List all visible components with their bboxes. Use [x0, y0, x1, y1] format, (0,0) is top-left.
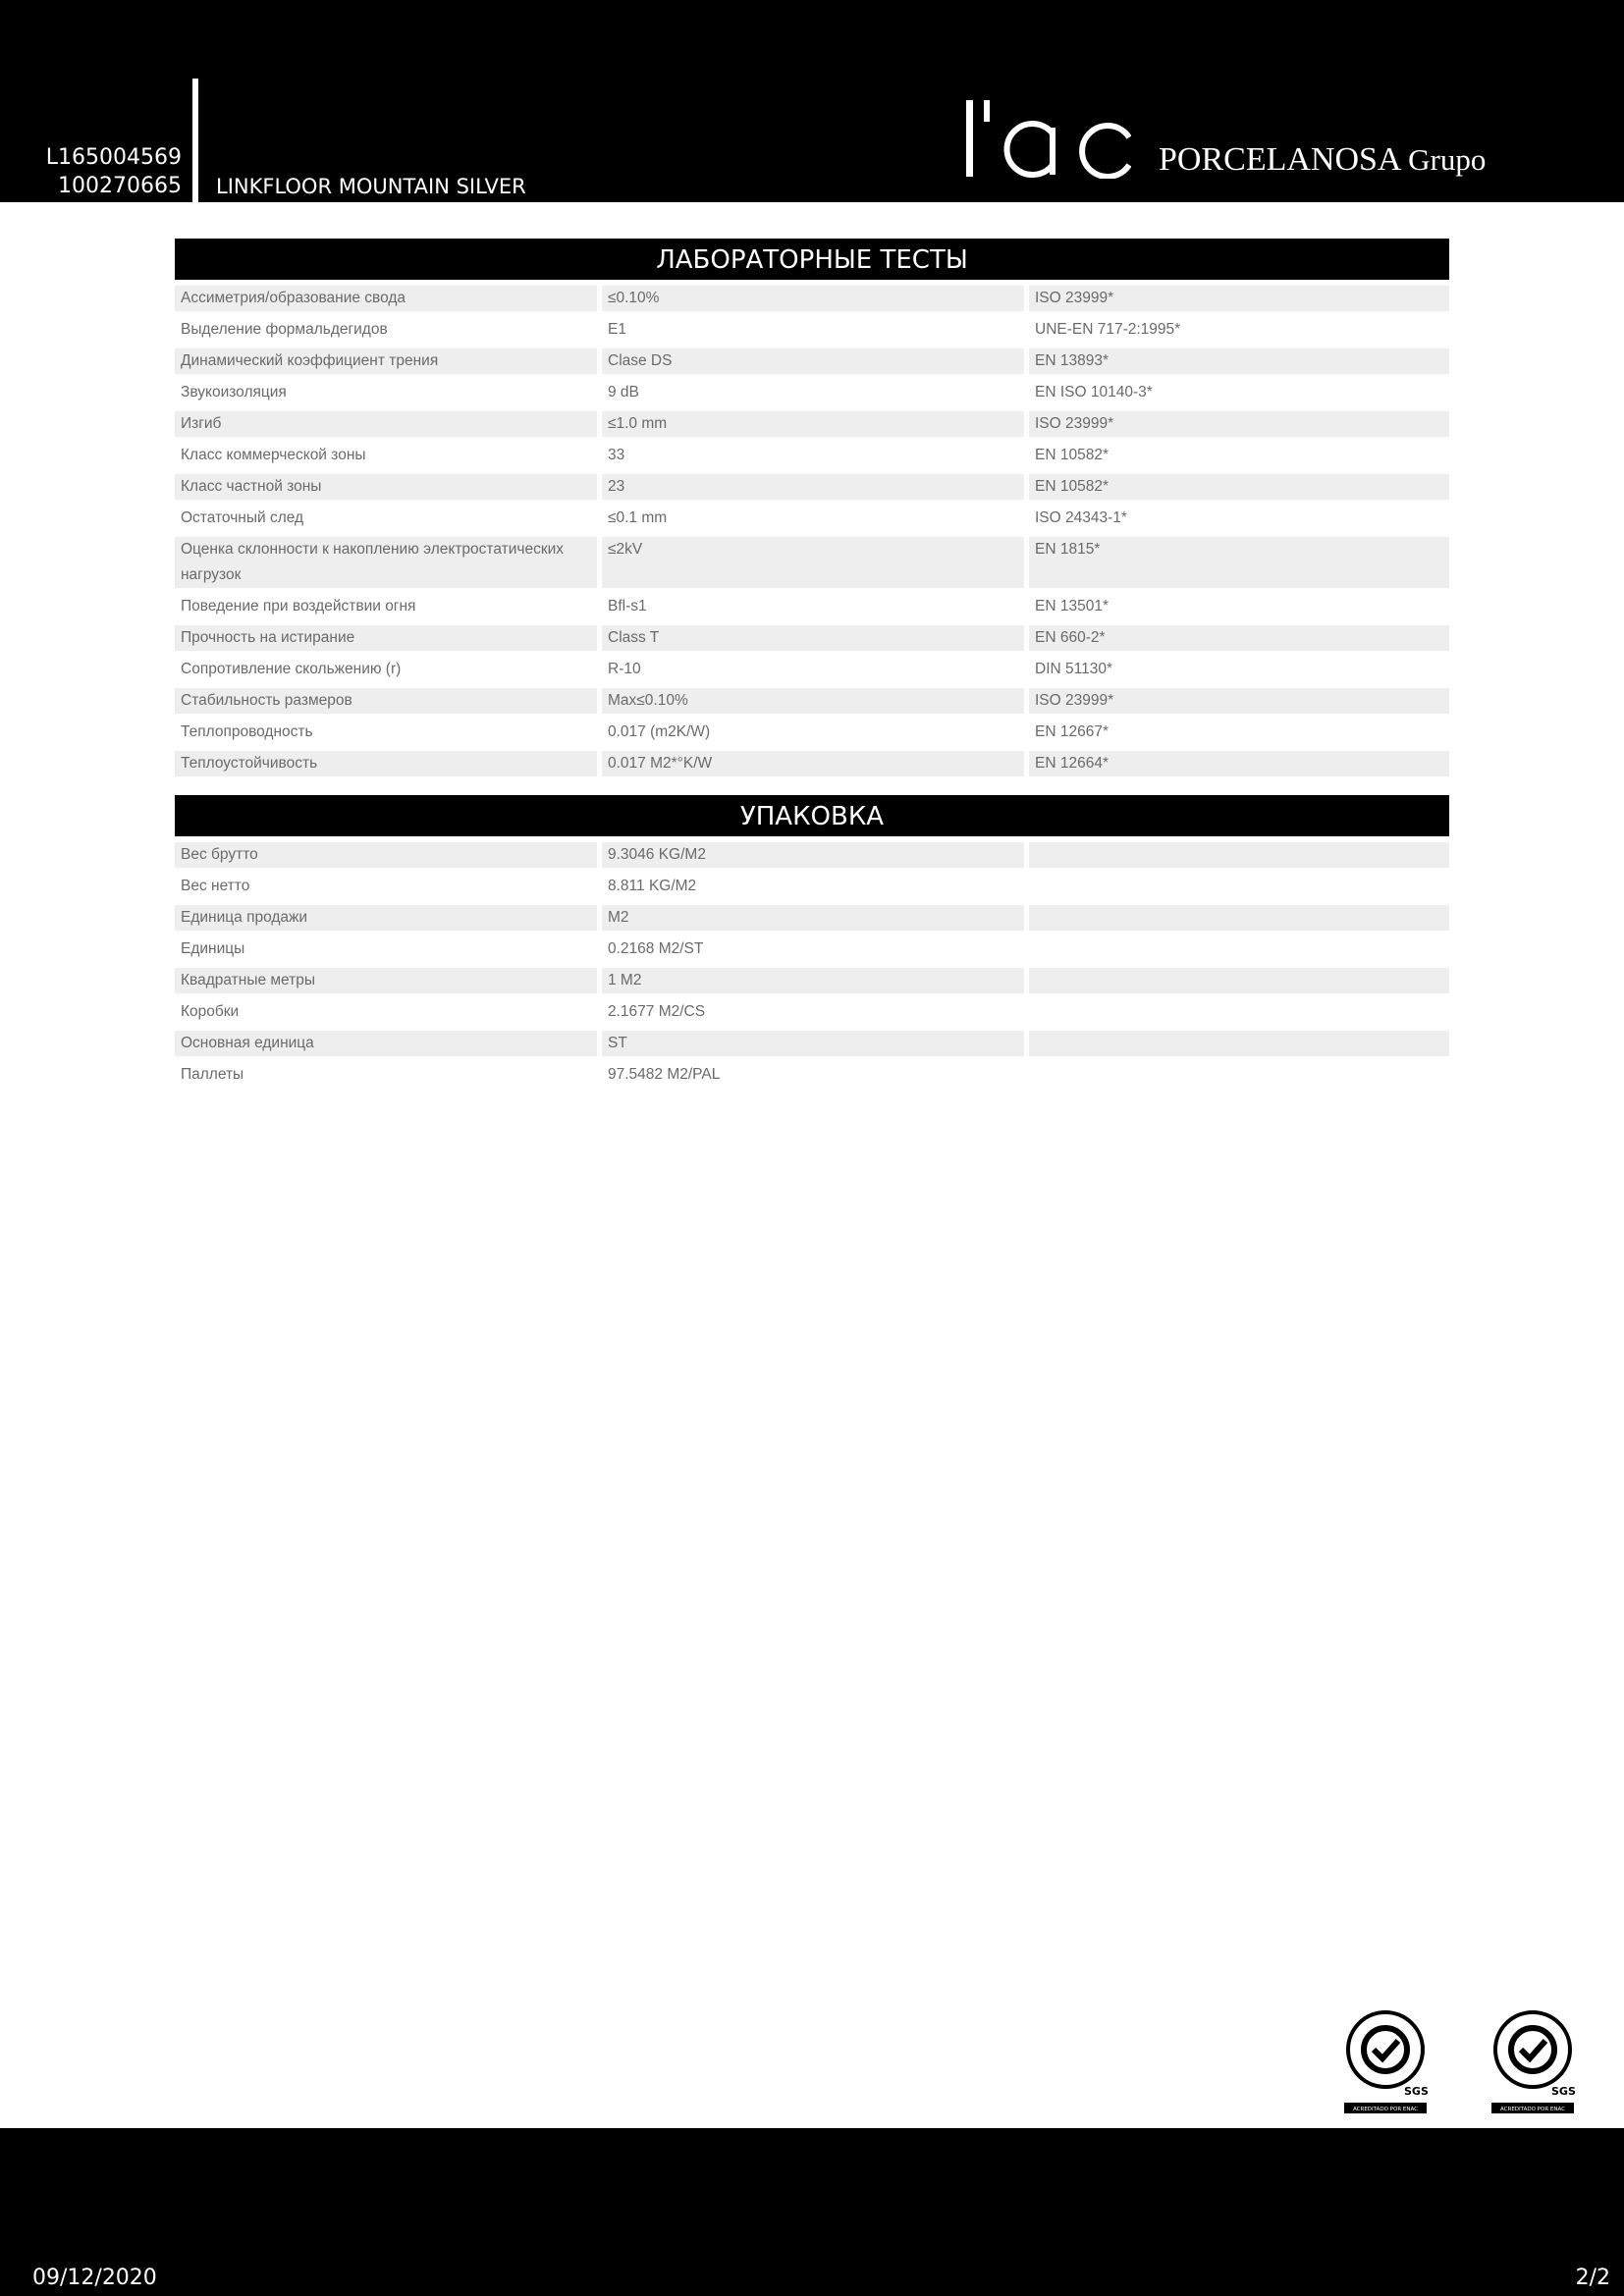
property-name: Теплоустойчивость — [175, 751, 597, 776]
lab-test-row — [175, 380, 1449, 405]
lab-test-row — [175, 751, 1449, 776]
packaging-row — [175, 1031, 1449, 1056]
lab-test-row — [175, 537, 1449, 588]
property-name: Динамический коэффициент трения — [175, 348, 597, 374]
property-standard: EN 10582* — [1029, 474, 1449, 500]
property-value: E1 — [608, 321, 626, 338]
property-value: Bfl-s1 — [608, 598, 647, 614]
property-name: Сопротивление скольжению (r) — [181, 661, 402, 677]
property-name: Класс частной зоны — [175, 474, 597, 500]
lab-test-row — [175, 348, 1449, 374]
property-standard: UNE-EN 717-2:1995* — [1035, 321, 1181, 338]
lab-test-row — [175, 317, 1449, 343]
property-name: Стабильность размеров — [175, 688, 597, 714]
property-value: ≤1.0 mm — [602, 411, 1024, 437]
svg-text:SGS: SGS — [1404, 2085, 1429, 2098]
property-name: Звукоизоляция — [181, 384, 287, 400]
property-name: Выделение формальдегидов — [181, 321, 388, 338]
brand-name — [1159, 141, 1486, 179]
lab-test-row — [175, 506, 1449, 531]
page-footer — [0, 2128, 1624, 2296]
property-value: 1 M2 — [602, 968, 1024, 993]
property-standard: EN 1815* — [1029, 537, 1449, 588]
property-value: 9.3046 KG/M2 — [602, 842, 1024, 868]
property-name: Коробки — [181, 1003, 240, 1020]
lab-test-row — [175, 657, 1449, 682]
lac-logo-icon — [964, 90, 1131, 179]
property-name: Ассиметрия/образование свода — [175, 286, 597, 311]
property-name: Прочность на истирание — [175, 625, 597, 651]
property-value: Class T — [602, 625, 1024, 651]
lab-test-row — [175, 411, 1449, 437]
lab-tests-table — [175, 286, 1449, 782]
property-value: 0.2168 M2/ST — [608, 940, 704, 957]
packaging-row — [175, 842, 1449, 868]
sgs-iso-9001-certification-icon — [1489, 2008, 1577, 2114]
property-name: Поведение при воздействии огня — [181, 598, 416, 614]
property-standard: EN ISO 10140-3* — [1035, 384, 1153, 400]
property-standard — [1029, 1062, 1449, 1088]
property-value: 23 — [602, 474, 1024, 500]
property-name: Вес брутто — [175, 842, 597, 868]
property-standard — [1029, 1031, 1449, 1056]
property-value: M2 — [602, 905, 1024, 931]
product-codes — [46, 143, 182, 200]
property-value: ≤0.1 mm — [608, 509, 668, 526]
property-value: ≤2kV — [602, 537, 1024, 588]
property-value: ≤0.10% — [602, 286, 1024, 311]
property-standard: EN 13501* — [1035, 598, 1109, 614]
packaging-title: УПАКОВКА — [175, 795, 1449, 836]
property-standard — [1029, 905, 1449, 931]
property-name: Единицы — [181, 940, 245, 957]
property-value: 2.1677 M2/CS — [608, 1003, 706, 1020]
page-number: 2/2 — [1575, 2266, 1610, 2290]
property-value: 9 dB — [608, 384, 639, 400]
property-standard — [1029, 999, 1449, 1025]
property-standard — [1029, 874, 1449, 899]
svg-text:ACREDITADO POR ENAC: ACREDITADO POR ENAC — [1353, 2107, 1418, 2112]
property-standard: ISO 24343-1* — [1035, 509, 1127, 526]
property-name: Остаточный след — [181, 509, 304, 526]
lab-tests-title: ЛАБОРАТОРНЫЕ ТЕСТЫ — [175, 239, 1449, 280]
packaging-table — [175, 842, 1449, 1094]
lab-test-row — [175, 625, 1449, 651]
lab-test-row — [175, 688, 1449, 714]
product-code-primary: L165004569 — [45, 145, 182, 170]
property-standard: EN 13893* — [1029, 348, 1449, 374]
lab-test-row — [175, 720, 1449, 745]
property-name: Вес нетто — [181, 878, 250, 894]
property-standard: DIN 51130* — [1035, 661, 1112, 677]
property-standard: EN 12664* — [1029, 751, 1449, 776]
property-standard: EN 10582* — [1035, 447, 1109, 463]
property-value: R-10 — [608, 661, 641, 677]
lab-test-row — [175, 286, 1449, 311]
sgs-iso-14001-certification-icon — [1341, 2008, 1430, 2114]
property-name: Основная единица — [175, 1031, 597, 1056]
property-standard — [1029, 842, 1449, 868]
property-name: Изгиб — [175, 411, 597, 437]
brand-suffix: Grupo — [1408, 142, 1487, 177]
property-standard: ISO 23999* — [1029, 286, 1449, 311]
packaging-row — [175, 968, 1449, 993]
property-value: 8.811 KG/M2 — [608, 878, 697, 894]
product-code-secondary: 100270665 — [58, 174, 182, 198]
property-name: Паллеты — [181, 1066, 244, 1083]
product-name: LINKFLOOR MOUNTAIN SILVER — [216, 175, 526, 198]
property-name: Оценка склонности к накоплению электростатических нагрузок — [175, 537, 597, 588]
packaging-row — [175, 874, 1449, 899]
property-value: Clase DS — [602, 348, 1024, 374]
lab-test-row — [175, 474, 1449, 500]
property-standard — [1029, 936, 1449, 962]
svg-text:ACREDITADO POR ENAC: ACREDITADO POR ENAC — [1500, 2107, 1565, 2112]
property-standard: ISO 23999* — [1029, 688, 1449, 714]
property-standard: EN 660-2* — [1029, 625, 1449, 651]
lab-test-row — [175, 443, 1449, 468]
packaging-row — [175, 905, 1449, 931]
property-standard — [1029, 968, 1449, 993]
property-value: 97.5482 M2/PAL — [608, 1066, 721, 1083]
property-name: Квадратные метры — [175, 968, 597, 993]
svg-text:SGS: SGS — [1551, 2085, 1576, 2098]
property-name: Теплопроводность — [181, 723, 313, 740]
packaging-row — [175, 936, 1449, 962]
property-name: Единица продажи — [175, 905, 597, 931]
document-date: 09/12/2020 — [32, 2266, 157, 2290]
packaging-row — [175, 999, 1449, 1025]
packaging-row — [175, 1062, 1449, 1088]
lab-test-row — [175, 594, 1449, 619]
property-name: Класс коммерческой зоны — [181, 447, 366, 463]
header-divider — [192, 79, 198, 202]
property-standard: EN 12667* — [1035, 723, 1109, 740]
property-value: ST — [602, 1031, 1024, 1056]
property-value: 0.017 M2*°K/W — [602, 751, 1024, 776]
property-value: 0.017 (m2K/W) — [608, 723, 711, 740]
brand-main: PORCELANOSA — [1159, 141, 1400, 178]
property-value: Max≤0.10% — [602, 688, 1024, 714]
property-standard: ISO 23999* — [1029, 411, 1449, 437]
property-value: 33 — [608, 447, 625, 463]
